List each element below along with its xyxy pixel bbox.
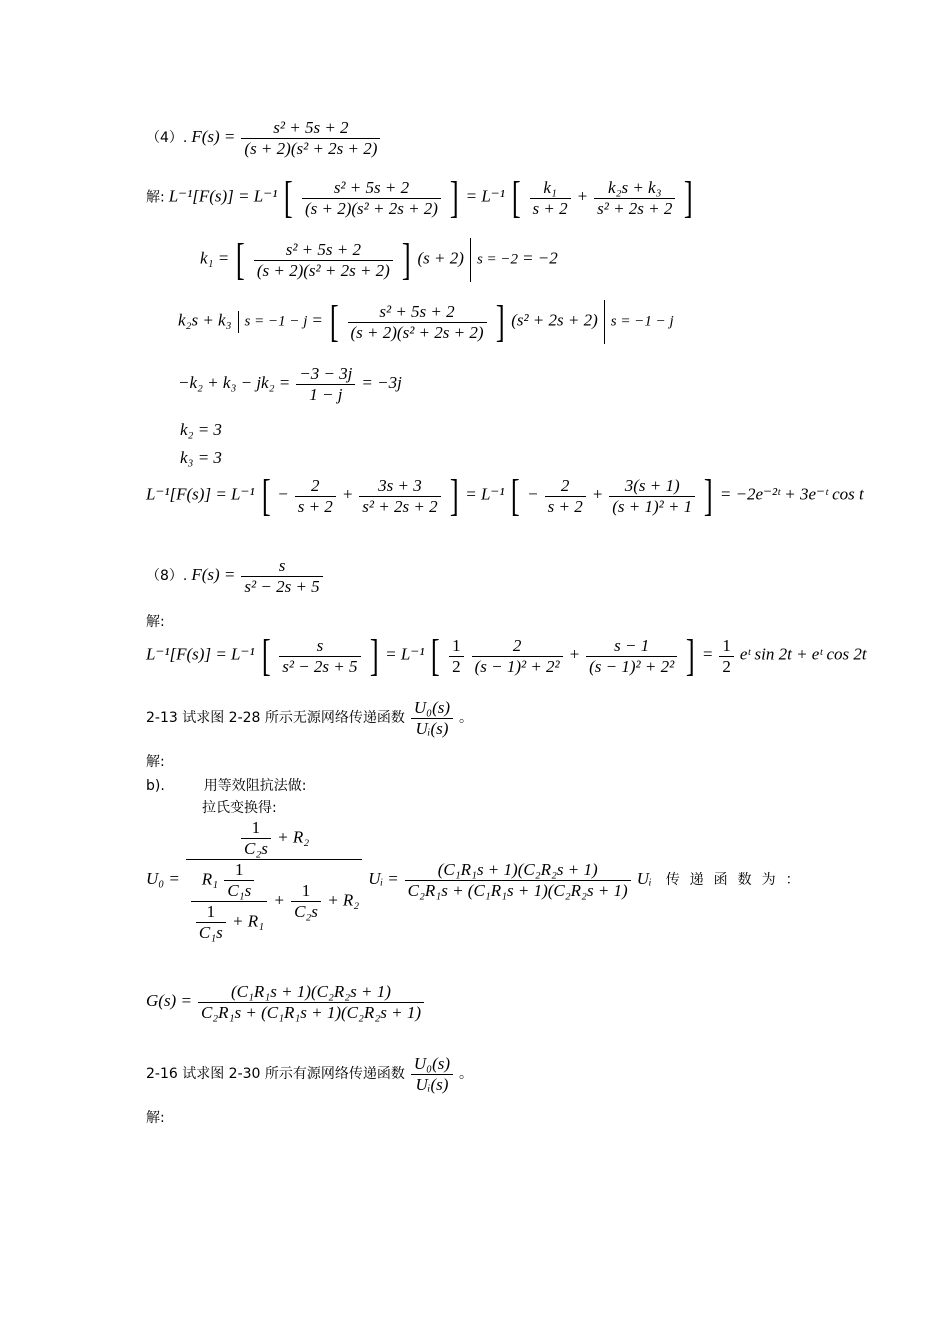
problem-4-decomposition: 解: L⁻¹[F(s)] = L⁻¹ [ $\frac{\text{s² + 5s + 2}}{\text{(s + 2)(s² + 2s + 2)}}$ ] = L⁻¹ [ $\frac{\text{k₁}}{s + 2}$ + $\frac{\text{k₂s + k₃}}{\text{s² + 2s + 2}}$ ] xyxy=(146,173,694,222)
fraction-denominator: (s + 1)² + 1 xyxy=(612,496,693,516)
evaluation-point: s = −1 − j xyxy=(610,313,674,330)
fraction-numerator: U₀(s) xyxy=(411,698,453,719)
fraction-numerator: k₂s + k₃ xyxy=(594,178,675,199)
problem-4-label: （4）. xyxy=(146,130,188,147)
fraction-denominator xyxy=(191,902,267,943)
fraction-numerator: 1 xyxy=(449,636,464,657)
plus-r2: + R₂ xyxy=(277,827,310,847)
equals-sign: = xyxy=(387,869,399,889)
fraction xyxy=(472,636,563,677)
equals-sign: = xyxy=(701,644,714,664)
fraction-numerator xyxy=(186,818,362,860)
plus-r2: + R₂ xyxy=(327,890,360,910)
fraction-numerator: 2 xyxy=(472,636,563,657)
linear-result: = −3j xyxy=(361,373,402,393)
fraction-denominator: Uᵢ(s) xyxy=(415,719,449,738)
part-b-method: 用等效阻抗法做: xyxy=(203,778,307,794)
part-b-line xyxy=(146,776,306,796)
fraction-numerator: s² + 5s + 2 xyxy=(348,302,487,323)
fraction-denominator: C₂s xyxy=(294,902,318,921)
fraction xyxy=(586,636,677,677)
fraction-numerator: s² + 5s + 2 xyxy=(302,178,441,199)
fraction-numerator: s − 1 xyxy=(586,636,677,657)
fraction xyxy=(291,881,321,922)
fraction-denominator: (s − 1)² + 2² xyxy=(589,656,675,676)
k1-equation: k₁ = [ $\frac{\text{s² + 5s + 2}}{\text{(s + 2)(s² + 2s + 2)}}$ ] (s + 2) s = −2 = −2 xyxy=(200,235,558,284)
k1-lhs: k₁ = xyxy=(200,248,230,268)
plus-sign: + xyxy=(568,644,581,664)
fraction xyxy=(348,302,487,343)
fraction-numerator: s² + 5s + 2 xyxy=(241,118,380,139)
fraction-denominator: s² + 2s + 2 xyxy=(597,198,673,218)
fraction xyxy=(196,902,226,943)
fraction-numerator xyxy=(191,860,267,902)
problem-8-statement xyxy=(146,556,325,597)
fraction xyxy=(224,860,254,901)
linear-lhs: −k₂ + k₃ − jk₂ = xyxy=(178,373,291,393)
fraction-denominator: 2 xyxy=(722,656,731,676)
fraction-denominator: s + 2 xyxy=(297,496,333,516)
fraction-half xyxy=(719,636,734,677)
solution-label: 解: xyxy=(146,614,165,630)
question-2-13 xyxy=(146,698,473,739)
problem-8-label: （8）. xyxy=(146,568,188,585)
fraction-denominator: s + 2 xyxy=(547,496,583,516)
fraction-denominator: s² − 2s + 5 xyxy=(282,656,358,676)
fraction xyxy=(405,860,631,901)
fraction xyxy=(359,476,440,517)
fraction-denominator: (s + 2)(s² + 2s + 2) xyxy=(304,198,438,218)
plus-sign: + xyxy=(341,484,354,504)
problem-8-function: F(s) = xyxy=(191,565,236,585)
problem-4-answer: = −2e⁻²ᵗ + 3e⁻ᵗ cos t xyxy=(719,484,864,504)
k2k3-lhs: k₂s + k₃ xyxy=(178,310,232,330)
fraction-denominator: 2 xyxy=(452,656,461,676)
fraction xyxy=(609,476,695,517)
fraction xyxy=(191,860,267,943)
fraction-denominator: (s + 2)(s² + 2s + 2) xyxy=(256,260,390,280)
solution-label: 解: xyxy=(146,754,165,770)
fraction-denominator: (s + 2)(s² + 2s + 2) xyxy=(244,139,378,158)
period: 。 xyxy=(459,710,474,727)
fraction xyxy=(296,364,355,405)
fraction xyxy=(198,982,424,1023)
part-b-label: b). xyxy=(146,778,165,794)
fraction-denominator: (s + 2)(s² + 2s + 2) xyxy=(350,322,484,342)
fraction-numerator: 1 xyxy=(291,881,321,902)
fraction xyxy=(241,818,271,859)
fraction-denominator: (s − 1)² + 2² xyxy=(474,656,560,676)
fraction-denominator: s² − 2s + 5 xyxy=(244,577,320,596)
problem-8-answer: eᵗ sin 2t + eᵗ cos 2t xyxy=(739,644,867,664)
linear-equation xyxy=(178,364,402,405)
question-2-13-text: 2-13 试求图 2-28 所示无源网络传递函数 xyxy=(146,710,405,727)
period: 。 xyxy=(459,1066,474,1083)
problem-4-statement xyxy=(146,118,382,159)
minus-sign: − xyxy=(527,484,539,504)
fraction-denominator: 1 − j xyxy=(309,385,343,404)
fraction-numerator: k₁ xyxy=(530,178,571,199)
fraction xyxy=(302,178,441,219)
plus-sign: + xyxy=(576,186,589,206)
fraction-denominator: C₂R₁s + (C₁R₁s + 1)(C₂R₂s + 1) xyxy=(200,1003,421,1022)
equals-sign: = xyxy=(311,310,323,330)
fraction xyxy=(295,476,336,517)
fraction-numerator: 3s + 3 xyxy=(359,476,440,497)
ui: Uᵢ xyxy=(368,869,384,889)
k3-value: k₃ = 3 xyxy=(180,448,222,467)
r1: R₁ xyxy=(201,869,219,889)
fraction xyxy=(545,476,586,517)
fraction-numerator: 1 xyxy=(719,636,734,657)
fraction-denominator xyxy=(186,860,362,943)
question-2-16-text: 2-16 试求图 2-30 所示有源网络传递函数 xyxy=(146,1066,405,1083)
g-lhs: G(s) = xyxy=(146,991,192,1011)
transfer-function-label: 传递函数为： xyxy=(665,872,810,889)
plus-r1: + R₁ xyxy=(232,911,265,931)
inverse-laplace-lhs: L⁻¹[F(s)] = L⁻¹ xyxy=(146,484,255,504)
fraction xyxy=(241,556,322,597)
k2-k3-equation: k₂s + k₃ s = −1 − j = [ $\frac{\text{s² + 5s + 2}}{\text{(s + 2)(s² + 2s + 2)}}$ ] (s² + 2s + 2) s = −1 − j xyxy=(178,297,674,346)
minus-sign: − xyxy=(277,484,289,504)
problem-8-result: L⁻¹[F(s)] = L⁻¹ [ $\frac{s}{\text{s² − 2s + 5}}$ ] = L⁻¹ [ $\frac{1}{2}$ $\frac{2}{\text{(s − 1)² + 2²}}$ + $\frac{s - 1}{\text{(s − 1)² + 2²}}$ ] = $\frac{1}{2}$ eᵗ sin 2t + eᵗ cos 2t xyxy=(146,631,867,680)
problem-4-function: F(s) = xyxy=(191,127,236,147)
fraction-numerator: 1 xyxy=(196,902,226,923)
fraction-numerator: (C₁R₁s + 1)(C₂R₂s + 1) xyxy=(198,982,424,1003)
fraction-numerator: s xyxy=(241,556,322,577)
fraction-numerator: 3(s + 1) xyxy=(609,476,695,497)
g-equation xyxy=(146,982,426,1023)
part-b-laplace: 拉氏变换得: xyxy=(202,800,277,816)
fraction-denominator: Uᵢ(s) xyxy=(415,1075,449,1094)
transfer-function-fraction xyxy=(411,698,453,739)
fraction-denominator: s² + 2s + 2 xyxy=(362,496,438,516)
k1-result: = −2 xyxy=(522,248,558,268)
fraction-denominator: C₂s xyxy=(243,839,268,858)
plus-sign: + xyxy=(273,890,285,910)
fraction-numerator: s xyxy=(279,636,360,657)
problem-4-result: L⁻¹[F(s)] = L⁻¹ [ − $\frac{2}{s + 2}$ + $\frac{3s + 3}{\text{s² + 2s + 2}}$ ] = L⁻¹ [ − $\frac{2}{s + 2}$ + $\frac{3(s + 1)}{\text{(s + 1)² + 1}}$ ] = −2e⁻²ᵗ + 3e⁻ᵗ cos t xyxy=(146,471,864,520)
transfer-function-fraction xyxy=(411,1054,453,1095)
ui: Uᵢ xyxy=(636,869,652,889)
fraction-denominator: C₁s xyxy=(198,923,223,942)
u0-lhs: U₀ = xyxy=(146,869,180,889)
problem-4-fraction xyxy=(241,118,380,159)
fraction-denominator: C₁s xyxy=(227,881,252,900)
k2-value: k₂ = 3 xyxy=(180,420,222,439)
equals-inverse: = L⁻¹ xyxy=(465,484,505,504)
fraction-numerator: 1 xyxy=(241,818,271,839)
fraction xyxy=(279,636,360,677)
fraction-numerator: 2 xyxy=(545,476,586,497)
fraction-numerator: (C₁R₁s + 1)(C₂R₂s + 1) xyxy=(405,860,631,881)
u0-equation xyxy=(146,818,810,943)
inverse-laplace-lhs: L⁻¹[F(s)] = L⁻¹ xyxy=(146,644,255,664)
multiplier: (s² + 2s + 2) xyxy=(511,310,598,330)
question-2-16 xyxy=(146,1054,473,1095)
impedance-ratio xyxy=(186,818,362,943)
multiplier: (s + 2) xyxy=(417,248,464,268)
equals-inverse: = L⁻¹ xyxy=(465,186,505,206)
fraction xyxy=(594,178,675,219)
fraction-numerator: −3 − 3j xyxy=(296,364,355,385)
fraction-denominator: s + 2 xyxy=(532,198,568,218)
fraction-numerator: s² + 5s + 2 xyxy=(254,240,393,261)
solution-label: 解: xyxy=(146,1110,165,1126)
evaluation-point: s = −1 − j xyxy=(244,313,308,330)
fraction-numerator: U₀(s) xyxy=(411,1054,453,1075)
fraction-half xyxy=(449,636,464,677)
inverse-laplace-lhs: L⁻¹[F(s)] = L⁻¹ xyxy=(168,186,278,206)
fraction-numerator: 2 xyxy=(295,476,336,497)
fraction xyxy=(254,240,393,281)
plus-sign: + xyxy=(591,484,604,504)
fraction xyxy=(530,178,571,219)
solution-label: 解: xyxy=(146,189,165,206)
equals-inverse: = L⁻¹ xyxy=(385,644,425,664)
evaluation-point: s = −2 xyxy=(476,251,519,268)
fraction-denominator: C₂R₁s + (C₁R₁s + 1)(C₂R₂s + 1) xyxy=(407,881,628,900)
fraction-numerator: 1 xyxy=(224,860,254,881)
